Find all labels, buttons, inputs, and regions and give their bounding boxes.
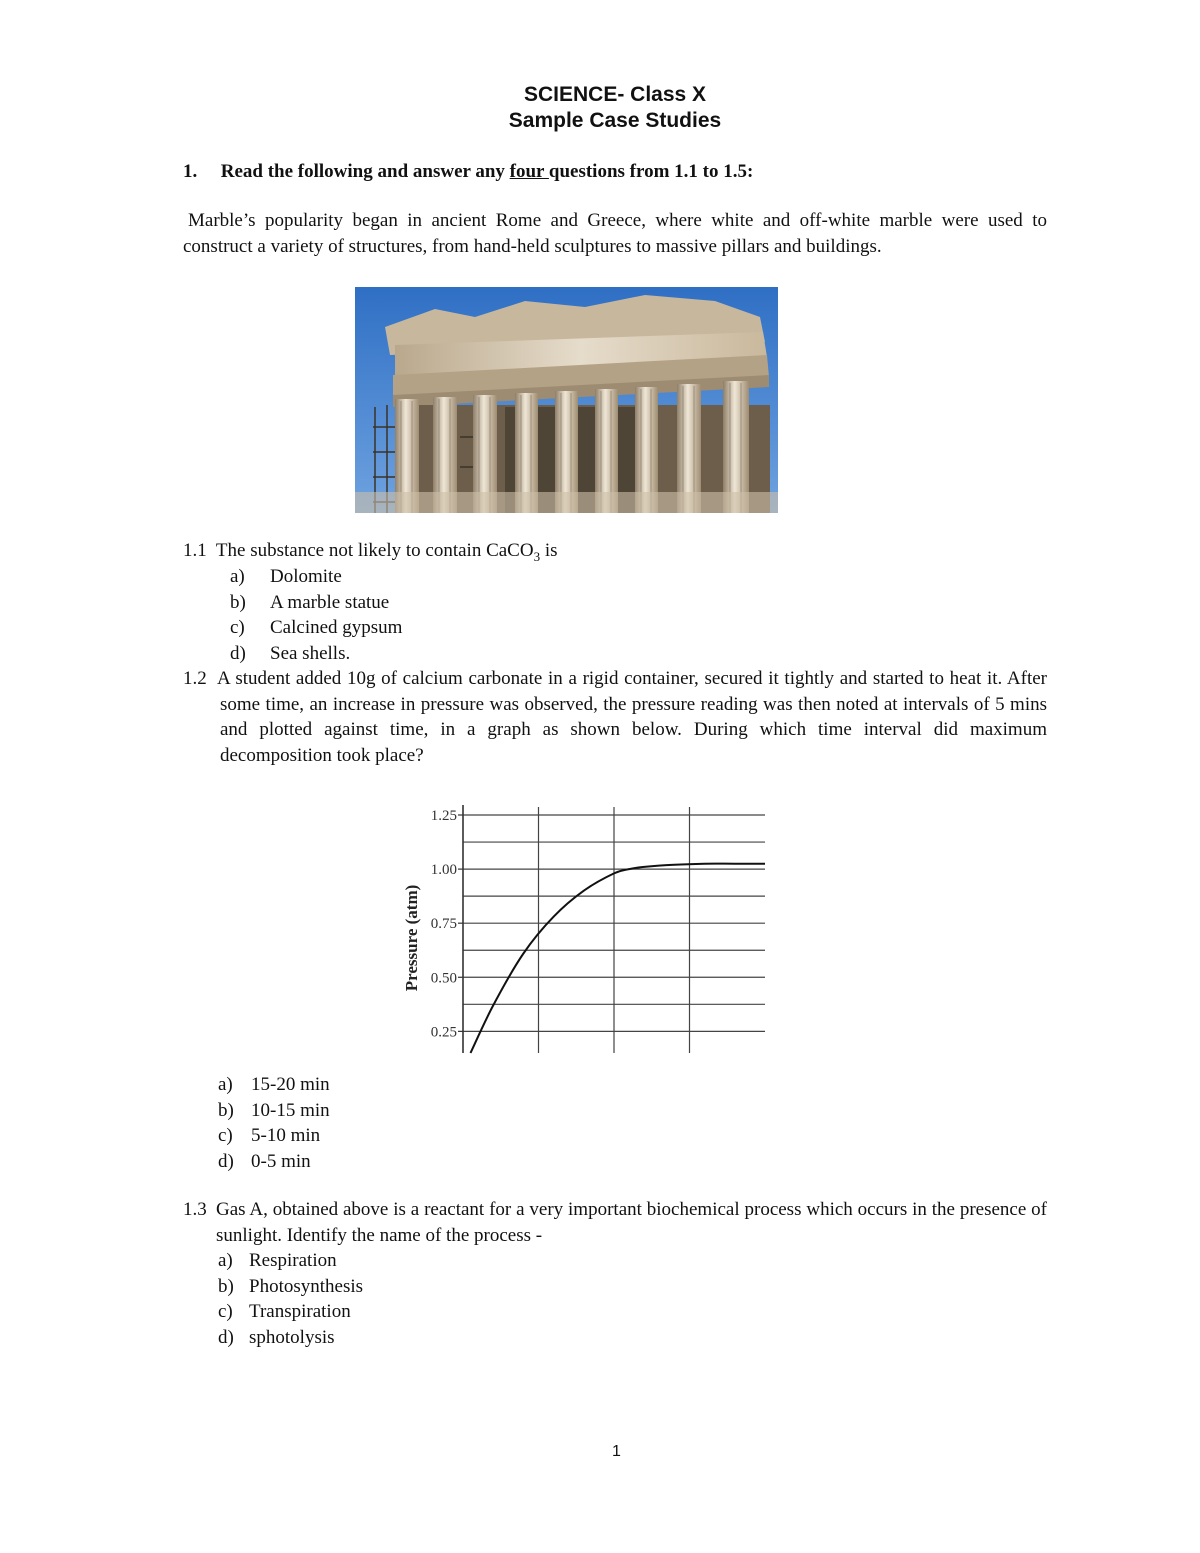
- question-1-instruction-post: questions from 1.1 to 1.5:: [548, 161, 754, 182]
- option-text: Photosynthesis: [249, 1275, 364, 1297]
- question-1-1-text-pre: The substance not likely to contain CaCO: [215, 540, 534, 561]
- question-1-heading: [183, 161, 1053, 183]
- option-letter: b): [230, 591, 246, 613]
- page-subtitle: Sample Case Studies: [508, 109, 722, 132]
- parthenon-photo: [355, 287, 778, 513]
- y-tick-label: 0.50: [430, 970, 457, 987]
- option-text: A marble statue: [270, 591, 390, 613]
- question-1-instruction-pre: Read the following and answer any: [220, 161, 510, 182]
- option-item: [218, 1098, 718, 1124]
- question-1-1-number: 1.1: [183, 540, 207, 561]
- option-text: 0-5 min: [251, 1150, 311, 1172]
- chart-grid: [463, 807, 765, 1053]
- option-text: 15-20 min: [251, 1074, 330, 1095]
- question-1-3-stem: Gas A, obtained above is a reactant for a very important biochemical process which occurs in the presence of sunlight. Identify the name of the process -: [216, 1199, 1047, 1246]
- option-item: [218, 1299, 718, 1325]
- option-text: sphotolysis: [249, 1326, 335, 1348]
- option-letter: d): [218, 1150, 234, 1172]
- question-1-1-text-post: is: [540, 540, 558, 561]
- option-letter: c): [218, 1301, 233, 1322]
- option-item: [218, 1123, 718, 1149]
- y-tick-label: 0.75: [430, 916, 457, 933]
- option-letter: b): [218, 1099, 234, 1121]
- option-letter: d): [218, 1326, 234, 1348]
- option-text: Respiration: [249, 1250, 337, 1271]
- pressure-series-line: [471, 864, 766, 1053]
- option-item: [230, 641, 730, 667]
- question-1-instruction-emph: four: [509, 161, 549, 182]
- option-letter: d): [230, 642, 246, 664]
- option-item: [230, 590, 730, 616]
- option-letter: c): [218, 1125, 233, 1146]
- question-1-3-options: [218, 1248, 718, 1350]
- y-axis-label: Pressure (atm): [402, 884, 421, 992]
- option-text: 5-10 min: [251, 1125, 321, 1146]
- option-text: Dolomite: [270, 566, 342, 587]
- question-1-2-options: [218, 1072, 718, 1174]
- question-1-2-stem: A student added 10g of calcium carbonate in a rigid container, secured it tightly and started to heat it. After some time, an increase in pressure was observed, the pressure reading was then noted at intervals of 5 mins and plotted against time, in a graph as shown below. During which time interval did maximum decomposition took place?: [217, 668, 1047, 766]
- option-item: [218, 1149, 718, 1175]
- question-1-number: 1.: [183, 161, 198, 182]
- question-1-1-subscript: 3: [533, 548, 541, 564]
- option-item: [218, 1248, 718, 1274]
- option-item: [230, 564, 730, 590]
- option-letter: a): [230, 566, 245, 587]
- page-number: 1: [612, 1443, 621, 1460]
- question-1-3-number: 1.3: [183, 1199, 207, 1220]
- question-1-1-options: [230, 564, 730, 666]
- question-1-2-number: 1.2: [183, 668, 207, 689]
- chart-tick-labels: [431, 808, 463, 1040]
- option-item: [230, 615, 730, 641]
- option-text: 10-15 min: [251, 1099, 330, 1121]
- option-letter: c): [230, 617, 245, 638]
- option-letter: a): [218, 1250, 233, 1271]
- option-text: Transpiration: [249, 1301, 351, 1322]
- option-item: [218, 1274, 718, 1300]
- y-tick-label: 1.25: [430, 808, 457, 824]
- pressure-time-chart: [395, 795, 775, 1060]
- option-item: [218, 1325, 718, 1351]
- y-tick-label: 1.00: [430, 862, 457, 879]
- passage: Marble’s popularity began in ancient Rome and Greece, where white and off-white marble were used to construct a variety of structures, from hand-held sculptures to massive pillars and buildings.: [183, 210, 1047, 257]
- option-text: Calcined gypsum: [270, 617, 403, 638]
- option-item: [218, 1072, 718, 1098]
- option-letter: a): [218, 1074, 233, 1095]
- page-title: SCIENCE- Class X: [523, 83, 707, 106]
- option-text: Sea shells.: [270, 642, 351, 664]
- option-letter: b): [218, 1275, 234, 1297]
- y-tick-label: 0.25: [430, 1024, 457, 1041]
